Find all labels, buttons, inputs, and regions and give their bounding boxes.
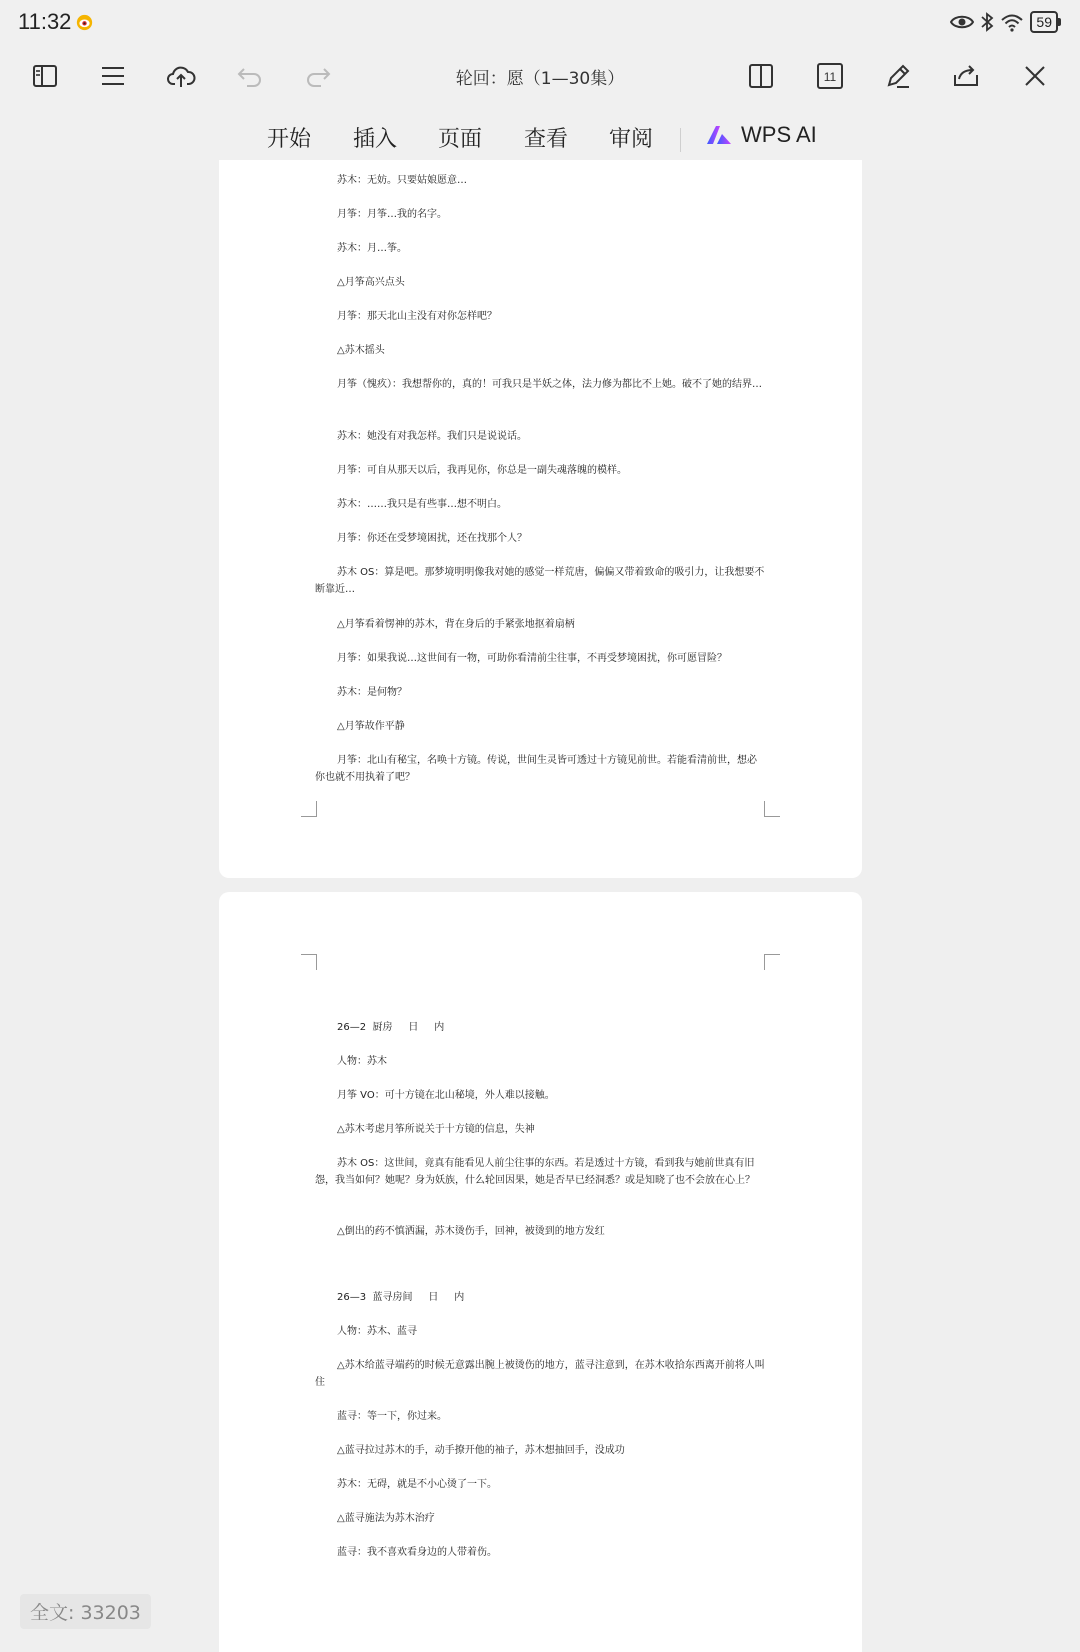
bluetooth-icon [980,12,994,32]
paragraph: 蓝寻：我不喜欢看身边的人带着伤。 [337,1547,497,1558]
status-time: 11:32 [18,9,72,34]
paragraph: 月筝 VO：可十方镜在北山秘境，外人难以接触。 [337,1090,555,1101]
paragraph: 苏木 OS：这世间，竟真有能看见人前尘往事的东西。若是透过十方镜，看到我与她前世真有旧怨，我当如何？她呢？身为妖族，什么轮回因果，她是否早已经洞悉？或是知晓了也不会放在心上？ [315,1158,755,1186]
wps-ai-label: WPS AI [741,122,817,147]
paragraph: 蓝寻：等一下，你过来。 [337,1411,447,1422]
paragraph: △蓝寻施法为苏木治疗 [337,1513,435,1524]
crop-mark [764,801,780,817]
scene-heading: 26—2 厨房 日 内 [337,1022,445,1033]
crop-mark [301,954,317,970]
wps-ai-button[interactable] [705,122,817,148]
tab-start[interactable]: 开始 [267,127,312,152]
pen-icon[interactable] [880,58,916,94]
weibo-notification-icon [76,14,93,31]
crop-mark [764,954,780,970]
page-number-icon[interactable] [812,58,848,94]
paragraph: △苏木考虑月筝所说关于十方镜的信息，失神 [337,1124,535,1135]
paragraph: 苏木：……我只是有些事…想不明白。 [337,499,507,510]
paragraph: 月筝：北山有秘宝，名唤十方镜。传说，世间生灵皆可透过十方镜见前世。若能看清前世，想必你也就不用执着了吧？ [315,755,757,783]
cloud-upload-icon[interactable] [163,58,199,94]
paragraph: 月筝：可自从那天以后，我再见你，你总是一副失魂落魄的模样。 [337,465,627,476]
status-bar [0,0,1080,44]
document-page-2[interactable] [219,892,862,1652]
paragraph: 月筝：如果我说…这世间有一物，可助你看清前尘往事，不再受梦境困扰，你可愿冒险？ [337,653,727,664]
document-page-1[interactable] [219,160,862,878]
paragraph: 人物：苏木 [337,1056,387,1067]
tab-view[interactable]: 查看 [524,127,569,152]
paragraph: 苏木：她没有对我怎样。我们只是说说话。 [337,431,527,442]
paragraph: △月筝高兴点头 [337,277,405,288]
paragraph: 月筝：你还在受梦境困扰，还在找那个人？ [337,533,527,544]
crop-mark [301,801,317,817]
paragraph: △月筝故作平静 [337,721,405,732]
tab-insert[interactable]: 插入 [353,127,398,152]
eye-icon [950,13,974,31]
battery-icon: 59 [1030,11,1058,33]
page-number-label: 11 [823,70,837,84]
system-icons [950,10,1058,34]
tab-page[interactable]: 页面 [438,127,483,152]
tab-review[interactable]: 审阅 [609,127,654,152]
menu-divider [680,128,681,152]
scene-heading: 26—3 蓝寻房间 日 内 [337,1292,465,1303]
top-toolbar [0,44,1080,108]
paragraph: 苏木：无妨。只要姑娘愿意… [337,175,467,186]
redo-icon[interactable] [300,58,336,94]
paragraph: △苏木摇头 [337,345,385,356]
undo-icon[interactable] [232,58,268,94]
paragraph: 苏木：月…筝。 [337,243,407,254]
paragraph: △月筝看着愣神的苏木，背在身后的手紧张地抠着扇柄 [337,619,575,630]
paragraph: 苏木 OS：算是吧。那梦境明明像我对她的感觉一样荒唐，偏偏又带着致命的吸引力，让我想要不断靠近… [315,567,765,595]
paragraph: △倒出的药不慎洒漏，苏木烫伤手，回神，被烫到的地方发红 [337,1226,605,1237]
paragraph: 苏木：是何物？ [337,687,407,698]
word-count-badge[interactable]: 全文: 33203 [20,1594,151,1629]
wifi-icon [1000,12,1024,32]
paragraph: 苏木：无碍，就是不小心烫了一下。 [337,1479,497,1490]
wps-ai-icon [705,124,733,146]
sidebar-panel-icon[interactable] [27,58,63,94]
paragraph: 月筝（愧疚）：我想帮你的，真的！可我只是半妖之体，法力修为都比不上她。破不了她的结界… [337,379,762,390]
split-view-icon[interactable] [743,58,779,94]
paragraph: △苏木给蓝寻端药的时候无意露出腕上被烫伤的地方，蓝寻注意到，在苏木收拾东西离开前将人叫住 [315,1360,765,1388]
menu-icon[interactable] [95,58,131,94]
close-icon[interactable] [1017,58,1053,94]
paragraph: △蓝寻拉过苏木的手，动手撩开他的袖子，苏木想抽回手，没成功 [337,1445,625,1456]
paragraph: 月筝：那天北山主没有对你怎样吧？ [337,311,497,322]
share-icon[interactable] [948,58,984,94]
document-title-wrap [0,64,1080,89]
document-title[interactable]: 轮回：愿（1—30集） [455,69,625,89]
paragraph: 人物：苏木、蓝寻 [337,1326,417,1337]
paragraph: 月筝：月筝…我的名字。 [337,209,447,220]
